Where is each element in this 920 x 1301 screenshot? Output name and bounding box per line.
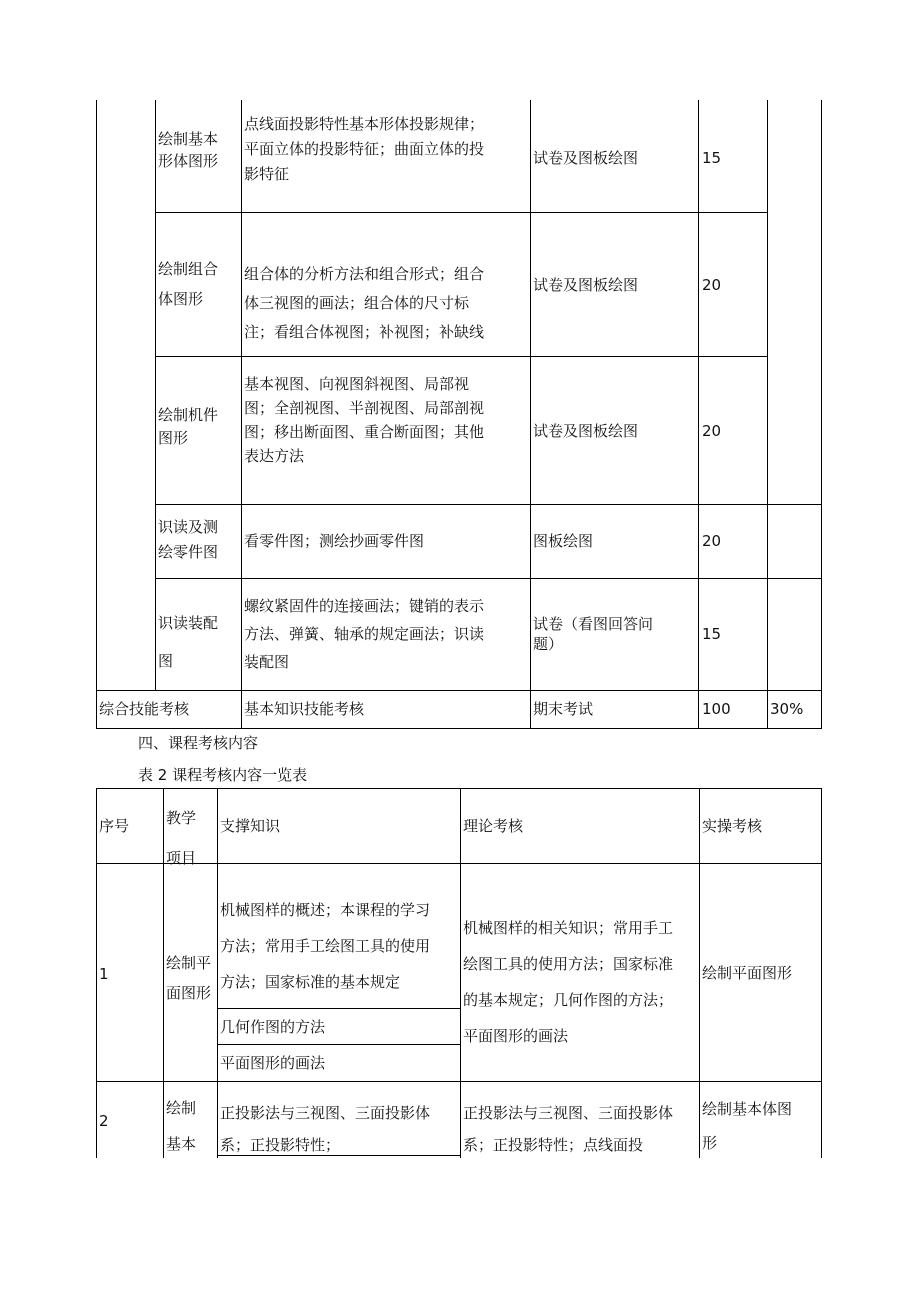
row-theory <box>463 910 673 1054</box>
cell-line: 绘制 <box>166 1099 197 1117</box>
table-row-content <box>244 260 484 347</box>
cell-line: 识读装配 <box>158 614 219 632</box>
table-row-content: 看零件图；测绘抄画零件图 <box>244 532 425 550</box>
row-knowledge <box>220 1097 430 1161</box>
cell-line: 方法；常用手工绘图工具的使用 <box>220 937 431 955</box>
cell-line: 绘零件图 <box>158 543 219 561</box>
cell-line: 的基本规定；几何作图的方法； <box>463 991 674 1009</box>
cell-line: 图形 <box>158 429 189 447</box>
cell-line: 形体图形 <box>158 152 219 170</box>
cell-line: 注；看组合体视图；补视图；补缺线 <box>244 323 485 341</box>
summary-method: 期末考试 <box>533 700 594 718</box>
cell-line: 机械图样的概述；本课程的学习 <box>220 901 431 919</box>
table-row-method: 试卷及图板绘图 <box>533 422 639 440</box>
cell-line: 项目 <box>166 849 197 867</box>
cell-line: 表达方法 <box>244 447 305 465</box>
row-no: 1 <box>99 965 109 983</box>
row-project <box>166 948 211 1008</box>
cell-line: 绘制组合 <box>158 260 219 278</box>
table-row-score: 15 <box>702 149 722 167</box>
cell-line: 平面图形的画法 <box>463 1027 569 1045</box>
header-no: 序号 <box>99 817 130 835</box>
cell-line: 基本视图、向视图斜视图、局部视 <box>244 375 470 393</box>
row-no: 2 <box>99 1112 109 1130</box>
cell-line: 图；移出断面图、重合断面图；其他 <box>244 423 485 441</box>
row-project <box>166 1090 196 1162</box>
table-row-project <box>158 254 218 314</box>
cell-line: 系；正投影特性；点线面投 <box>463 1136 644 1154</box>
table-row-score: 20 <box>702 532 722 550</box>
cell-line: 基本 <box>166 1135 197 1153</box>
cell-line: 图 <box>158 652 174 670</box>
cell-line: 绘制基本体图 <box>702 1100 793 1118</box>
cell-line: 点线面投影特性基本形体投影规律； <box>244 115 485 133</box>
table-row-method: 图板绘图 <box>533 532 594 550</box>
row-practice: 绘制平面图形 <box>702 964 793 982</box>
table-row-method <box>533 614 653 654</box>
section-heading: 四、课程考核内容 <box>138 734 259 752</box>
table-row-score: 20 <box>702 276 722 294</box>
cell-line: 螺纹紧固件的连接画法；键销的表示 <box>244 597 485 615</box>
header-knowledge: 支撑知识 <box>220 817 281 835</box>
cell-line: 系；正投影特性； <box>220 1136 341 1154</box>
cell-line: 装配图 <box>244 653 290 671</box>
summary-category: 综合技能考核 <box>99 700 190 718</box>
row-knowledge <box>220 892 430 1000</box>
cell-line: 形 <box>702 1134 718 1152</box>
table-row-score: 20 <box>702 422 722 440</box>
header-practice: 实操考核 <box>702 817 763 835</box>
cell-line: 试卷（看图回答问 <box>533 615 654 633</box>
cell-line: 绘制机件 <box>158 406 219 424</box>
table-row-content <box>244 372 484 468</box>
header-project <box>166 798 196 878</box>
cell-line: 绘制平 <box>166 954 212 972</box>
table-row-content <box>244 112 484 187</box>
cell-line: 机械图样的相关知识；常用手工 <box>463 919 674 937</box>
table-row-project <box>158 128 218 172</box>
cell-line: 绘图工具的使用方法；国家标准 <box>463 955 674 973</box>
cell-line: 正投影法与三视图、三面投影体 <box>463 1104 674 1122</box>
cell-line: 图；全剖视图、半剖视图、局部剖视 <box>244 399 485 417</box>
cell-line: 体三视图的画法；组合体的尺寸标 <box>244 294 470 312</box>
table-row-project <box>158 404 218 450</box>
summary-content: 基本知识技能考核 <box>244 700 365 718</box>
table-caption: 表 2 课程考核内容一览表 <box>138 766 308 784</box>
table-row-project <box>158 515 218 565</box>
cell-line: 教学 <box>166 809 197 827</box>
row-practice <box>702 1092 792 1160</box>
table-row-method: 试卷及图板绘图 <box>533 149 639 167</box>
cell-line: 正投影法与三视图、三面投影体 <box>220 1104 431 1122</box>
table-row-score: 15 <box>702 625 722 643</box>
row-theory <box>463 1097 673 1161</box>
cell-line: 方法；国家标准的基本规定 <box>220 973 401 991</box>
cell-line: 面图形 <box>166 984 212 1002</box>
cell-line: 绘制基本 <box>158 130 219 148</box>
cell-line: 影特征 <box>244 165 290 183</box>
cell-line: 识读及测 <box>158 518 219 536</box>
table-row-project <box>158 604 218 680</box>
cell-line: 方法、弹簧、轴承的规定画法；识读 <box>244 625 485 643</box>
table-row-content <box>244 592 484 676</box>
row-knowledge: 平面图形的画法 <box>220 1054 326 1072</box>
cell-line: 题） <box>533 635 564 653</box>
summary-weight: 30% <box>770 700 804 718</box>
table-row-method: 试卷及图板绘图 <box>533 276 639 294</box>
header-theory: 理论考核 <box>463 817 524 835</box>
cell-line: 体图形 <box>158 290 204 308</box>
cell-line: 组合体的分析方法和组合形式；组合 <box>244 265 485 283</box>
row-knowledge: 几何作图的方法 <box>220 1018 326 1036</box>
summary-score: 100 <box>702 700 731 718</box>
cell-line: 平面立体的投影特征；曲面立体的投 <box>244 140 485 158</box>
